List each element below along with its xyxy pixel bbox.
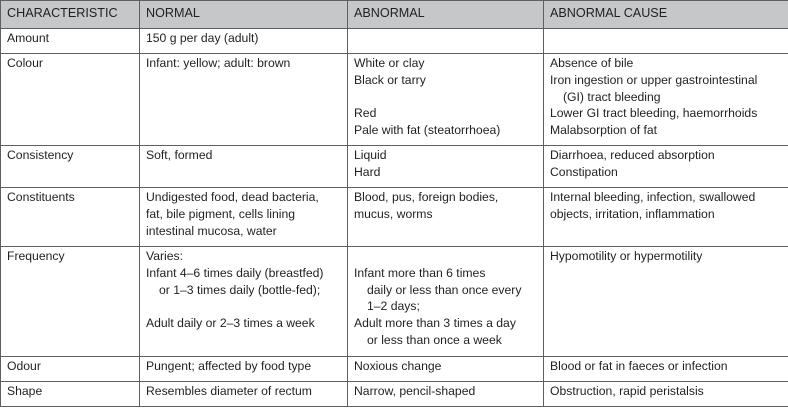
cell-cause [544,146,788,188]
cell-normal [140,357,348,382]
cell-line: Malabsorption of fat [550,123,658,138]
cell-cause [544,382,788,407]
cell-line: Constipation [550,164,618,179]
cell-line: 150 g per day (adult) [146,31,259,45]
cell-line: Obstruction, rapid peristalsis [550,384,704,398]
cell-line: (GI) tract bleeding [563,89,661,104]
cell-abnormal [348,146,544,188]
cell-line: Absence of bile [550,56,634,70]
cell-line: daily or less than once every [367,282,522,297]
cell-line: Red [354,106,377,121]
cell-line: Narrow, pencil-shaped [354,384,476,398]
header-abnormal-cause: ABNORMAL CAUSE [544,1,788,29]
cell-characteristic: Shape [1,382,140,407]
cell-line: mucus, worms [354,206,433,221]
cell-line: Blood, pus, foreign bodies, [354,190,499,204]
cell-characteristic: Amount [1,29,140,54]
cell-normal [140,54,348,146]
table-header-row [1,1,788,29]
cell-normal [140,247,348,357]
cell-line: Black or tarry [354,72,426,87]
cell-characteristic: Consistency [1,146,140,188]
cell-line: Infant: yellow; adult: brown [146,56,291,70]
cell-normal [140,29,348,54]
cell-line: White or clay [354,56,425,70]
row-consistency [1,146,788,188]
cell-line: fat, bile pigment, cells lining [146,206,296,221]
header-normal: NORMAL [140,1,348,29]
header-characteristic: CHARACTERISTIC [1,1,140,29]
cell-cause [544,357,788,382]
cell-normal [140,188,348,247]
cell-spacer [354,89,537,106]
cell-normal [140,146,348,188]
cell-line: Adult more than 3 times a day [354,316,516,331]
cell-line: Blood or fat in faeces or infection [550,359,728,373]
cell-line: 1–2 days; [367,299,420,314]
cell-characteristic: Constituents [1,188,140,247]
cell-abnormal [348,29,544,54]
cell-line: Hard [354,164,381,179]
cell-abnormal [348,54,544,146]
cell-line: Diarrhoea, reduced absorption [550,148,715,162]
cell-abnormal [348,357,544,382]
cell-line: Resembles diameter of rectum [146,384,312,398]
cell-line: Infant 4–6 times daily (breastfed) [146,265,324,280]
row-colour [1,54,788,146]
cell-cause [544,188,788,247]
cell-line: objects, irritation, inflammation [550,206,715,221]
cell-line: Infant more than 6 times [354,265,486,280]
cell-abnormal [348,188,544,247]
cell-abnormal [348,382,544,407]
cell-cause [544,54,788,146]
cell-line: or 1–3 times daily (bottle-fed); [159,282,321,297]
cell-line: Iron ingestion or upper gastrointestinal [550,72,758,87]
row-constituents [1,188,788,247]
row-amount [1,29,788,54]
cell-characteristic: Colour [1,54,140,146]
cell-line: Undigested food, dead bacteria, [146,190,319,204]
cell-characteristic: Odour [1,357,140,382]
cell-cause [544,247,788,357]
row-odour [1,357,788,382]
row-shape [1,382,788,407]
cell-line: intestinal mucosa, water [146,223,277,238]
cell-line: Liquid [354,148,387,162]
cell-line: Adult daily or 2–3 times a week [146,316,315,331]
cell-cause [544,29,788,54]
cell-line: Soft, formed [146,148,213,162]
cell-line: Noxious change [354,359,442,373]
cell-line: Hypomotility or hypermotility [550,249,703,263]
row-frequency [1,247,788,357]
cell-characteristic: Frequency [1,247,140,357]
cell-line: Varies: [146,249,184,263]
cell-line: Lower GI tract bleeding, haemorrhoids [550,106,758,121]
cell-line: Pale with fat (steatorrhoea) [354,123,501,138]
cell-abnormal [348,247,544,357]
cell-line: Pungent; affected by food type [146,359,312,373]
cell-normal [140,382,348,407]
cell-spacer [354,248,537,265]
cell-spacer [146,298,341,315]
header-abnormal: ABNORMAL [348,1,544,29]
cell-line: Internal bleeding, infection, swallowed [550,190,756,204]
cell-line: or less than once a week [367,332,502,347]
